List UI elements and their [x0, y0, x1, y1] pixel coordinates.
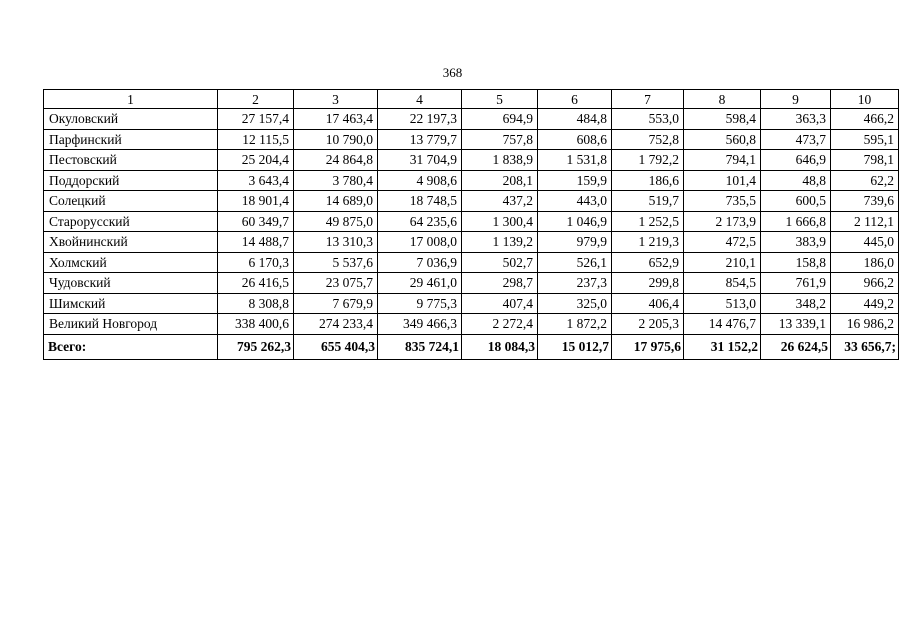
district-name-cell: Шимский	[44, 293, 218, 314]
value-cell: 27 157,4	[218, 109, 294, 130]
value-cell: 2 173,9	[684, 211, 761, 232]
district-name-cell: Чудовский	[44, 273, 218, 294]
value-cell: 101,4	[684, 170, 761, 191]
value-cell: 186,0	[831, 252, 899, 273]
value-cell: 17 463,4	[294, 109, 378, 130]
value-cell: 31 152,2	[684, 334, 761, 359]
value-cell: 26 624,5	[761, 334, 831, 359]
value-cell: 13 339,1	[761, 314, 831, 335]
value-cell: 23 075,7	[294, 273, 378, 294]
value-cell: 735,5	[684, 191, 761, 212]
district-name-cell: Великий Новгород	[44, 314, 218, 335]
table-row	[44, 232, 899, 253]
value-cell: 17 008,0	[378, 232, 462, 253]
value-cell: 24 864,8	[294, 150, 378, 171]
value-cell: 64 235,6	[378, 211, 462, 232]
value-cell: 62,2	[831, 170, 899, 191]
value-cell: 600,5	[761, 191, 831, 212]
value-cell: 60 349,7	[218, 211, 294, 232]
value-cell: 646,9	[761, 150, 831, 171]
value-cell: 159,9	[538, 170, 612, 191]
table-row	[44, 170, 899, 191]
value-cell: 795 262,3	[218, 334, 294, 359]
header-cell: 2	[218, 90, 294, 109]
value-cell: 1 531,8	[538, 150, 612, 171]
value-cell: 694,9	[462, 109, 538, 130]
value-cell: 798,1	[831, 150, 899, 171]
value-cell: 449,2	[831, 293, 899, 314]
value-cell: 26 416,5	[218, 273, 294, 294]
value-cell: 1 792,2	[612, 150, 684, 171]
value-cell: 348,2	[761, 293, 831, 314]
value-cell: 854,5	[684, 273, 761, 294]
value-cell: 794,1	[684, 150, 761, 171]
value-cell: 25 204,4	[218, 150, 294, 171]
value-cell: 237,3	[538, 273, 612, 294]
table-row	[44, 211, 899, 232]
value-cell: 513,0	[684, 293, 761, 314]
value-cell: 158,8	[761, 252, 831, 273]
value-cell: 298,7	[462, 273, 538, 294]
table-row	[44, 129, 899, 150]
value-cell: 12 115,5	[218, 129, 294, 150]
header-cell: 6	[538, 90, 612, 109]
value-cell: 1 300,4	[462, 211, 538, 232]
value-cell: 979,9	[538, 232, 612, 253]
value-cell: 526,1	[538, 252, 612, 273]
value-cell: 6 170,3	[218, 252, 294, 273]
district-name-cell: Солецкий	[44, 191, 218, 212]
value-cell: 7 036,9	[378, 252, 462, 273]
value-cell: 14 488,7	[218, 232, 294, 253]
table-row	[44, 293, 899, 314]
value-cell: 445,0	[831, 232, 899, 253]
value-cell: 22 197,3	[378, 109, 462, 130]
value-cell: 17 975,6	[612, 334, 684, 359]
value-cell: 2 112,1	[831, 211, 899, 232]
district-name-cell: Хвойнинский	[44, 232, 218, 253]
table-row	[44, 273, 899, 294]
value-cell: 3 780,4	[294, 170, 378, 191]
value-cell: 739,6	[831, 191, 899, 212]
value-cell: 14 476,7	[684, 314, 761, 335]
value-cell: 274 233,4	[294, 314, 378, 335]
value-cell: 7 679,9	[294, 293, 378, 314]
value-cell: 407,4	[462, 293, 538, 314]
header-cell: 9	[761, 90, 831, 109]
value-cell: 48,8	[761, 170, 831, 191]
value-cell: 553,0	[612, 109, 684, 130]
value-cell: 2 272,4	[462, 314, 538, 335]
value-cell: 383,9	[761, 232, 831, 253]
value-cell: 18 084,3	[462, 334, 538, 359]
value-cell: 4 908,6	[378, 170, 462, 191]
value-cell: 210,1	[684, 252, 761, 273]
table-header-row	[44, 90, 899, 109]
value-cell: 9 775,3	[378, 293, 462, 314]
value-cell: 16 986,2	[831, 314, 899, 335]
table-row	[44, 314, 899, 335]
district-name-cell: Всего:	[44, 334, 218, 359]
value-cell: 484,8	[538, 109, 612, 130]
value-cell: 1 252,5	[612, 211, 684, 232]
value-cell: 655 404,3	[294, 334, 378, 359]
table-row	[44, 191, 899, 212]
data-table	[43, 89, 899, 360]
value-cell: 761,9	[761, 273, 831, 294]
table-row	[44, 252, 899, 273]
header-cell: 1	[44, 90, 218, 109]
value-cell: 757,8	[462, 129, 538, 150]
value-cell: 835 724,1	[378, 334, 462, 359]
value-cell: 15 012,7	[538, 334, 612, 359]
value-cell: 8 308,8	[218, 293, 294, 314]
value-cell: 652,9	[612, 252, 684, 273]
value-cell: 186,6	[612, 170, 684, 191]
value-cell: 1 666,8	[761, 211, 831, 232]
value-cell: 519,7	[612, 191, 684, 212]
district-name-cell: Поддорский	[44, 170, 218, 191]
table-row	[44, 109, 899, 130]
header-cell: 7	[612, 90, 684, 109]
district-name-cell: Парфинский	[44, 129, 218, 150]
value-cell: 466,2	[831, 109, 899, 130]
value-cell: 49 875,0	[294, 211, 378, 232]
header-cell: 10	[831, 90, 899, 109]
value-cell: 31 704,9	[378, 150, 462, 171]
value-cell: 598,4	[684, 109, 761, 130]
value-cell: 29 461,0	[378, 273, 462, 294]
value-cell: 3 643,4	[218, 170, 294, 191]
value-cell: 2 205,3	[612, 314, 684, 335]
value-cell: 595,1	[831, 129, 899, 150]
district-name-cell: Старорусский	[44, 211, 218, 232]
value-cell: 443,0	[538, 191, 612, 212]
value-cell: 406,4	[612, 293, 684, 314]
value-cell: 1 139,2	[462, 232, 538, 253]
page-number: 368	[442, 65, 463, 80]
header-cell: 3	[294, 90, 378, 109]
value-cell: 18 748,5	[378, 191, 462, 212]
table-row	[44, 150, 899, 171]
value-cell: 437,2	[462, 191, 538, 212]
table-total-row	[44, 334, 899, 359]
value-cell: 1 872,2	[538, 314, 612, 335]
value-cell: 18 901,4	[218, 191, 294, 212]
value-cell: 13 310,3	[294, 232, 378, 253]
value-cell: 752,8	[612, 129, 684, 150]
value-cell: 349 466,3	[378, 314, 462, 335]
value-cell: 299,8	[612, 273, 684, 294]
value-cell: 1 219,3	[612, 232, 684, 253]
value-cell: 608,6	[538, 129, 612, 150]
value-cell: 13 779,7	[378, 129, 462, 150]
value-cell: 5 537,6	[294, 252, 378, 273]
header-cell: 8	[684, 90, 761, 109]
value-cell: 325,0	[538, 293, 612, 314]
value-cell: 966,2	[831, 273, 899, 294]
value-cell: 1 838,9	[462, 150, 538, 171]
table-body	[44, 90, 899, 360]
value-cell: 338 400,6	[218, 314, 294, 335]
district-name-cell: Холмский	[44, 252, 218, 273]
value-cell: 363,3	[761, 109, 831, 130]
header-cell: 5	[462, 90, 538, 109]
value-cell: 502,7	[462, 252, 538, 273]
value-cell: 33 656,7;	[831, 334, 899, 359]
value-cell: 472,5	[684, 232, 761, 253]
header-cell: 4	[378, 90, 462, 109]
value-cell: 10 790,0	[294, 129, 378, 150]
value-cell: 14 689,0	[294, 191, 378, 212]
district-name-cell: Окуловский	[44, 109, 218, 130]
value-cell: 473,7	[761, 129, 831, 150]
district-name-cell: Пестовский	[44, 150, 218, 171]
value-cell: 560,8	[684, 129, 761, 150]
value-cell: 208,1	[462, 170, 538, 191]
value-cell: 1 046,9	[538, 211, 612, 232]
